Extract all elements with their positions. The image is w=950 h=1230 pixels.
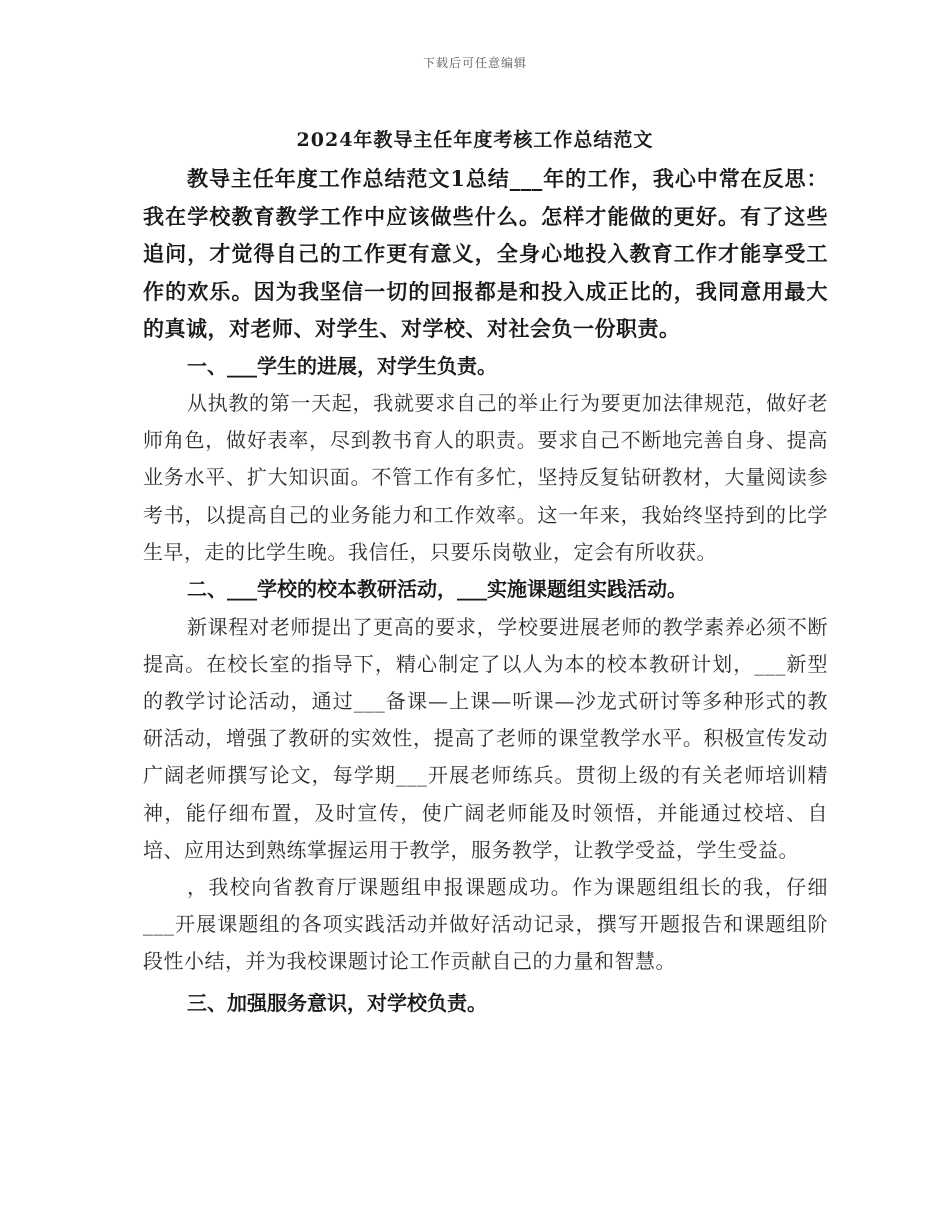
header-note: 下载后可任意编辑 [422, 56, 527, 70]
section-1-paragraph: 从执教的第一天起，我就要求自己的举止行为要更加法律规范，做好老师角色，做好表率，尽到教书育人的职责。要求自己不断地完善自身、提高业务水平、扩大知识面。不管工作有多忙，坚持反复钻研教材，大量阅读参考书，以提高自己的业务能力和工作效率。这一年来，我始终坚持到的比学生早，走的比学生晚。我信任，只要乐岗敬业，定会有所收获。 [143, 391, 828, 564]
section-1-heading: 一、___学生的进展，对学生负责。 [187, 353, 497, 378]
document-title: 2024年教导主任年度考核工作总结范文 [296, 129, 654, 151]
section-2-heading: 二、___学校的校本教研活动，___实施课题组实践活动。 [187, 577, 687, 602]
section-2-paragraph-2: ，我校向省教育厅课题组申报课题成功。作为课题组组长的我，仔细___开展课题组的各项实践活动并做好活动记录，撰写开题报告和课题组阶段性小结，并为我校课题讨论工作贡献自己的力量和智慧。 [143, 874, 828, 974]
section-2-paragraph-1: 新课程对老师提出了更高的要求，学校要进展老师的教学素养必须不断提高。在校长室的指导下，精心制定了以人为本的校本教研计划，___新型的教学讨论活动，通过___备课—上课—听课—沙龙式研讨等多种形式的教研活动，增强了教研的实效性，提高了老师的课堂教学水平。积极宣传发动广阔老师撰写论文，每学期___开展老师练兵。贯彻上级的有关老师培训精神，能仔细布置，及时宣传，使广阔老师能及时领悟，并能通过校培、自培、应用达到熟练掌握运用于教学，服务教学，让教学受益，学生受益。 [143, 614, 828, 862]
document-body [143, 160, 828, 1022]
section-3-heading: 三、加强服务意识，对学校负责。 [187, 990, 487, 1015]
intro-paragraph: 教导主任年度工作总结范文1总结___年的工作，我心中常在反思：我在学校教育教学工作中应该做些什么。怎样才能做的更好。有了这些追问，才觉得自己的工作更有意义，全身心地投入教育工作才能享受工作的欢乐。因为我坚信一切的回报都是和投入成正比的，我同意用最大的真诚，对老师、对学生、对学校、对社会负一份职责。 [143, 166, 828, 341]
